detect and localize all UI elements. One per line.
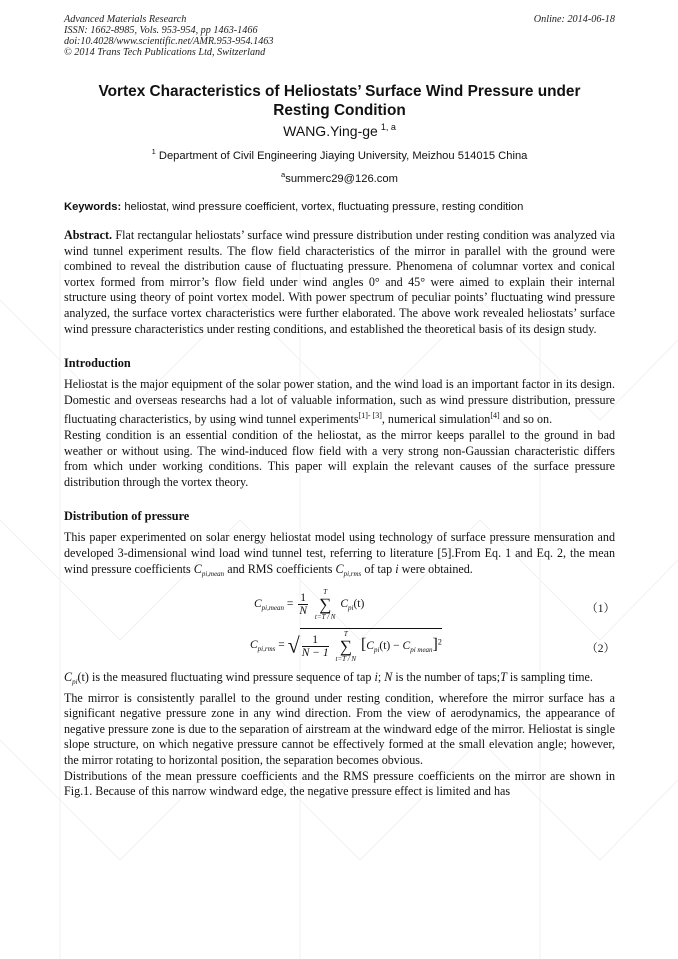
sum-upper: T	[343, 630, 348, 639]
summation	[336, 630, 357, 663]
email-text[interactable]: summerc29@126.com	[285, 173, 398, 185]
citation-ref[interactable]: [1]- [3]	[358, 411, 382, 421]
math-symbol: N	[384, 670, 393, 685]
equation-number: （1）	[586, 603, 615, 616]
pressure-text: is the measured fluctuating wind pressure sequence of tap	[91, 670, 372, 685]
fraction	[298, 592, 308, 617]
author-email	[64, 170, 615, 185]
paper-page	[64, 14, 615, 800]
pressure-paragraph-2	[64, 670, 615, 691]
paper-title: Vortex Characteristics of Heliostats’ Surface Wind Pressure under Resting Condition	[98, 83, 581, 119]
numerator: 1	[300, 592, 307, 605]
citation-ref[interactable]: [4]	[490, 411, 500, 421]
math-symbol: T	[500, 670, 507, 685]
sum-lower: t=T / N	[335, 655, 357, 664]
abstract	[64, 228, 615, 337]
affiliation-text: Department of Civil Engineering Jiaying University, Meizhou 514015 China	[158, 150, 528, 162]
pressure-text: were obtained.	[401, 561, 473, 576]
numerator: 1	[302, 634, 329, 647]
math-subscript: pi,rms	[257, 645, 276, 654]
equation-number: （2）	[586, 643, 615, 656]
intro-text: and so on.	[499, 412, 553, 427]
abstract-label: Abstract.	[64, 228, 113, 242]
pressure-paragraph-4: Distributions of the mean pressure coefficients and the RMS pressure coefficients on the mirror are shown in Fig.1. Because of this narrow windward edge, the negative pressure effect is limited and has	[64, 768, 615, 799]
author-name: WANG.Ying-ge	[283, 123, 378, 139]
pressure-text: ;	[377, 670, 382, 685]
math-arg: (t)	[77, 670, 89, 685]
math-symbol: i	[395, 561, 399, 576]
doi-line[interactable]: doi:10.4028/www.scientific.net/AMR.953-954.1463	[64, 36, 274, 47]
keywords-label: Keywords:	[64, 201, 122, 213]
journal-header	[64, 14, 615, 64]
math-subscript: pi	[373, 646, 380, 655]
intro-paragraph-2: Resting condition is an essential condition of the heliostat, as the mirror keeps parallel to the ground in bad weather or without using. The wind-induced flow field with a very strong non-Gaussian characteristic differs from which under working conditions. This paper will explain the relevant causes of the surface pressure distribution through the vortex theory.	[64, 427, 615, 489]
equation-1	[64, 588, 615, 626]
sum-symbol: ∑	[319, 595, 332, 615]
math-subscript: pi,mean	[201, 569, 225, 578]
sqrt-icon: √	[287, 632, 300, 658]
author-line	[64, 122, 615, 139]
math-arg: (t)	[379, 640, 391, 653]
sum-symbol: ∑	[339, 637, 352, 657]
denominator: N	[299, 605, 307, 618]
math-subscript: pi	[72, 678, 78, 687]
pressure-text: is the number of taps;	[395, 670, 501, 685]
summation	[315, 588, 336, 621]
bracket-icon: [	[360, 636, 367, 654]
equation-1-body	[254, 588, 364, 621]
email-sup: a	[281, 170, 286, 179]
equation-2	[64, 626, 615, 670]
pressure-text: is sampling time.	[509, 670, 593, 685]
pressure-paragraph-1	[64, 530, 615, 582]
section-heading-pressure: Distribution of pressure	[64, 509, 190, 524]
intro-paragraph-1	[64, 377, 615, 428]
math-symbol: i	[374, 670, 378, 685]
math-symbol: C	[402, 640, 411, 653]
keywords-text: heliostat, wind pressure coefficient, vortex, fluctuating pressure, resting condition	[124, 201, 524, 213]
section-heading-introduction: Introduction	[64, 356, 131, 371]
math-symbol: C	[340, 598, 349, 611]
issn-line: ISSN: 1662-8985, Vols. 953-954, pp 1463-1466	[64, 25, 258, 36]
pressure-text: of tap	[364, 561, 393, 576]
math-operator: =	[286, 598, 294, 611]
author-sup: 1, a	[380, 122, 396, 132]
math-symbol: C	[335, 561, 344, 576]
bracket-icon: ]	[432, 636, 438, 654]
sum-upper: T	[323, 588, 328, 597]
math-symbol: C	[366, 640, 374, 653]
online-date: Online: 2014-06-18	[533, 14, 615, 25]
pressure-text: and RMS coefficients	[227, 561, 333, 576]
intro-text: , numerical simulation	[381, 412, 491, 427]
math-subscript: pi	[348, 604, 354, 613]
fraction	[302, 634, 329, 659]
math-subscript: pi,rms	[343, 569, 362, 578]
equation-2-body	[250, 628, 442, 663]
sqrt-body	[300, 628, 442, 663]
math-operator: −	[393, 640, 400, 653]
intro-text: Heliostat is the major equipment of the solar power station, and the wind load is an important factor in its design. Domestic and overseas researchs had a lot of valuable information, such as wind pressure distribution, pressure fluctuating characteristics, by using wind tunnel experiments	[64, 377, 615, 427]
keywords	[64, 201, 615, 213]
math-symbol: C	[254, 598, 262, 611]
denominator: N − 1	[301, 647, 329, 660]
math-operator: =	[278, 639, 285, 652]
affiliation-sup: 1	[151, 147, 156, 156]
pressure-paragraph-3: The mirror is consistently parallel to the ground under resting condition, wherefore the mirror surface has a significant negative pressure zone in any wind direction. From the view of aerodynamics, the appearance of negative pressure zone is due to the separation of airstream at the windward edge of the mirror. Heliostat is single slope structure, on which negative pressure cannot be effectively formed at the small elevation angle; however, the mirror rotating to horizontal position, the separation becomes obvious.	[64, 690, 615, 768]
affiliation	[64, 147, 615, 162]
copyright-line: © 2014 Trans Tech Publications Ltd, Switzerland	[64, 47, 266, 58]
journal-name: Advanced Materials Research	[64, 14, 187, 25]
sum-lower: t=T / N	[314, 613, 336, 622]
math-arg: (t)	[353, 598, 365, 611]
math-symbol: C	[64, 670, 73, 685]
pressure-text: This paper experimented on solar energy heliostat model using technology of surface pressure mensuration and developed 3-dimensional wind load wind tunnel test, referring to literature [5].From Eq. 1 and Eq. 2, the mean wind pressure coefficients	[64, 530, 615, 576]
math-subscript: pi,mean	[261, 604, 285, 613]
math-subscript: pi mean	[410, 646, 433, 655]
exponent: 2	[437, 637, 442, 647]
abstract-text: Flat rectangular heliostats’ surface wind pressure distribution under resting condition was analyzed via wind tunnel experiment results. The flow field characteristics of the mirror in parallel with the ground were combined to reveal the distribution cause of fluctuating pressure. Phenomena of columnar vortex and conical vortex formed from mirror’s flow field under wind angles 0° and 45° were aimed to explain their internal structure using theory of point vortex model. With power spectrum of peculiar points’ fluctuating wind pressure analyzed, the surface vortex characteristics were further elaborated. The above work revealed heliostats’ surface wind pressure characteristics under resting conditions, and established the theoretical basis of its design study.	[64, 228, 615, 336]
math-symbol: C	[193, 561, 202, 576]
math-symbol: C	[250, 639, 258, 652]
